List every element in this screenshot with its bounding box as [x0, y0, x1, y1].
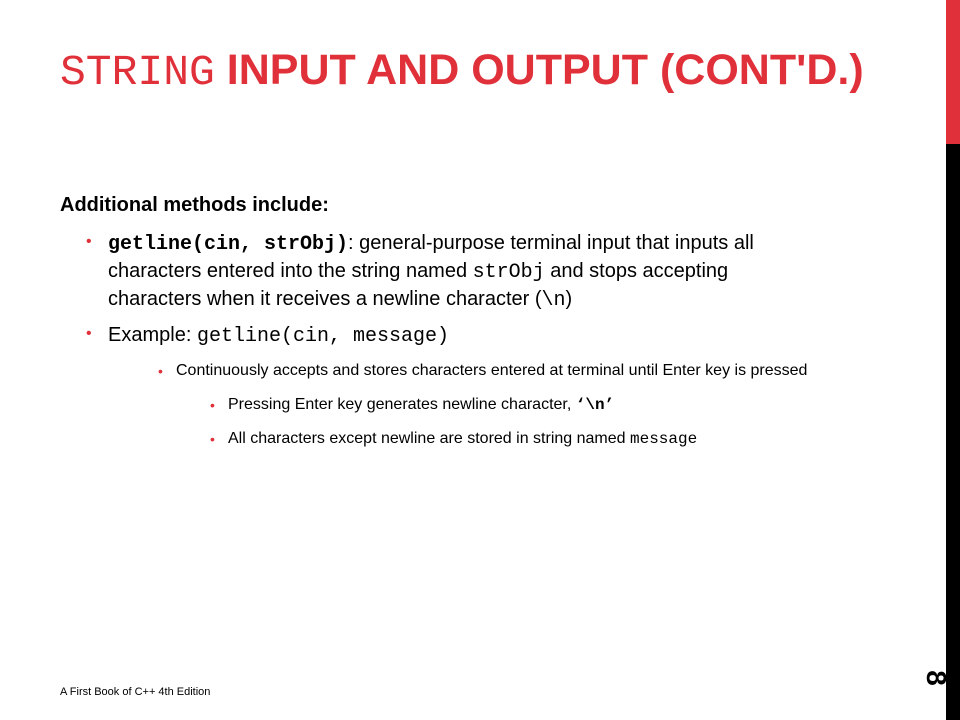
bullet-dot: • [210, 397, 215, 413]
bullet-getline-code3: \n [541, 289, 566, 312]
footer-text: A First Book of C++ 4th Edition [60, 686, 211, 698]
bullet-getline-text-a: : general-purpose terminal input that inputs all characters entered into the string named [108, 232, 754, 282]
slide-body [60, 192, 820, 462]
title-mono-part: STRING [60, 48, 215, 97]
sub-sub-bullet-stored-text: All characters except newline are stored in string named [228, 430, 630, 447]
sub-sub-bullet-enter-text: Pressing Enter key generates newline character, [228, 396, 576, 413]
bullet-getline-code: getline(cin, strObj) [108, 233, 349, 256]
bullet-getline-text-c: ) [565, 288, 573, 310]
sub-sub-bullet-enter-code: ‘\n’ [575, 396, 615, 414]
sub-bullet-accepts [60, 360, 820, 382]
bullet-dot: • [158, 363, 163, 379]
bullet-example-code: getline(cin, message) [196, 325, 449, 348]
bullet-dot: • [86, 233, 92, 250]
sub-bullet-accepts-text: Continuously accepts and stores characters entered at terminal until Enter key is pressed [176, 362, 808, 379]
sub-sub-bullet-stored [60, 428, 820, 450]
bullet-dot: • [210, 431, 215, 447]
bullet-example-text: Example: [108, 324, 197, 346]
accent-bar [946, 0, 960, 144]
bullet-dot: • [86, 325, 92, 342]
bullet-getline [60, 230, 820, 314]
bullet-getline-code2: strObj [472, 261, 545, 284]
page-number: 8 [921, 670, 952, 686]
sub-sub-bullet-enter [60, 394, 820, 416]
bullet-example [60, 322, 820, 350]
bullet-getline-text-b: and stops accepting characters when it receives a newline character ( [108, 260, 729, 310]
title-bold-part: INPUT AND OUTPUT (CONT'D.) [226, 46, 864, 94]
intro-text: Additional methods include: [60, 194, 329, 216]
slide-title [60, 42, 900, 101]
sub-sub-bullet-stored-code: message [629, 430, 698, 448]
